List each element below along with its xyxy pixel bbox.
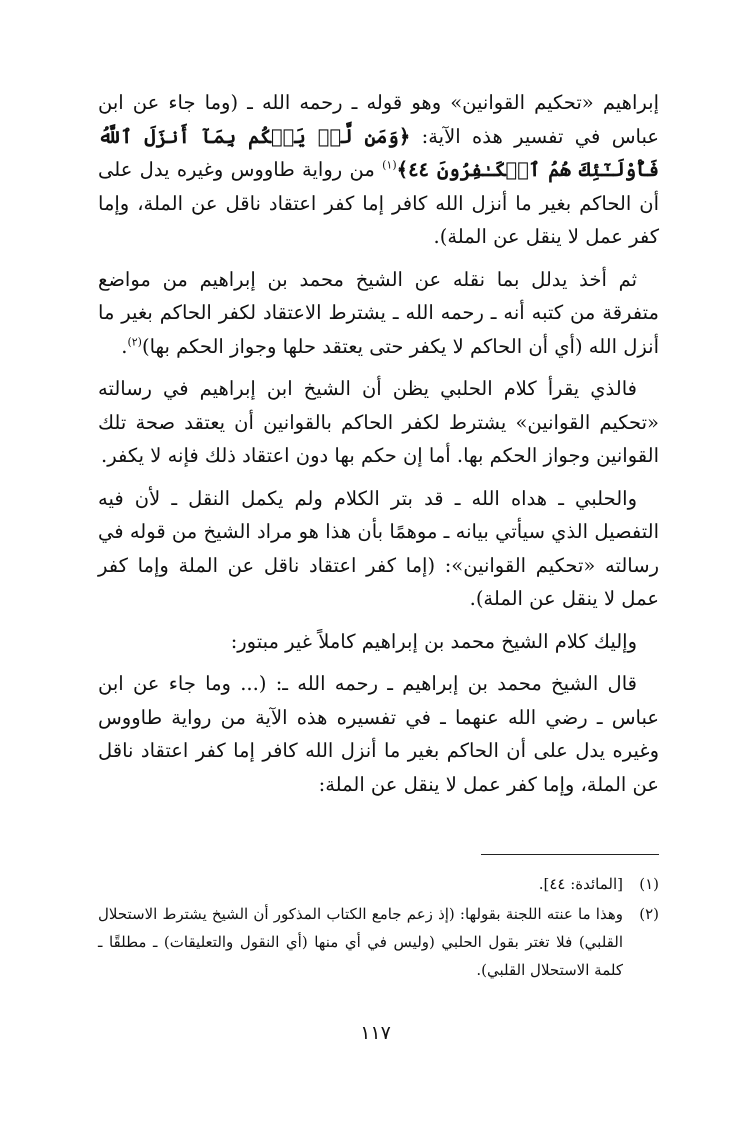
paragraph-1-continuation: من رواية طاووس وغيره يدل على أن الحاكم بغير ما أنزل الله كافر إما كفر اعتقاد ناقل عن الملة، وإما كفر عمل لا ينقل عن الملة). [98,158,659,248]
footnote-1-number: (١) [639,875,659,893]
paragraph-1-text: إبراهيم «تحكيم القوانين» وهو قوله ـ رحمه الله ـ (وما جاء عن ابن عباس في تفسير هذه الآية: [98,91,659,148]
body-text [98,86,659,810]
footnote-1-text: [المائدة: ٤٤]. [538,875,623,893]
footnotes [98,870,659,986]
footnote-ref-2: (٢) [127,335,142,348]
footnote-2-number: (٢) [639,905,659,923]
footnote-1 [98,870,659,898]
paragraph-1 [98,86,659,254]
footnote-2 [98,900,659,984]
paragraph-4: والحلبي ـ هداه الله ـ قد بتر الكلام ولم يكمل النقل ـ لأن فيه التفصيل الذي سيأتي بيانه ـ موهمًا بأن هذا هو مراد الشيخ من قوله في رسالته «تحكيم القوانين»: (إما كفر اعتقاد ناقل عن الملة وإما كفر عمل لا ينقل عن الملة). [98,486,659,610]
footnote-2-text: وهذا ما عنته اللجنة بقولها: (إذ زعم جامع الكتاب المذكور أن الشيخ يشترط الاستحلال القلبي) فلا تغتر بقول الحلبي (وليس في أي منها (أي النقول والتعليقات) ـ مطلقًا ـ كلمة الاستحلال القلبي). [98,905,623,979]
footnote-divider [481,854,659,855]
quran-verse: ﴿وَمَن لَّمۡ يَحۡكُم بِمَآ أَنزَلَ ٱللَّهُ فَأُوْلَـٰٓئِكَ هُمُ ٱلۡكَـٰفِرُونَ ٤٤﴾ [98,124,659,181]
paragraph-2 [98,263,659,364]
footnote-ref-1: (١) [382,158,397,172]
page-number: ١١٧ [360,1022,391,1044]
paragraph-2-tail: . [121,334,128,358]
paragraph-6: قال الشيخ محمد بن إبراهيم ـ رحمه الله ـ: (... وما جاء عن ابن عباس ـ رضي الله عنهما ـ في تفسيره هذه الآية من رواية طاووس وغيره يدل على أن الحاكم بغير ما أنزل الله كافر إما كفر اعتقاد ناقل عن الملة، وإما كفر عمل لا ينقل عن الملة: [98,672,659,796]
paragraph-2-text: ثم أخذ يدلل بما نقله عن الشيخ محمد بن إبراهيم من مواضع متفرقة من كتبه أنه ـ رحمه الله ـ يشترط الاعتقاد لكفر الحاكم بغير ما أنزل الله (أي أن الحاكم لا يكفر حتى يعتقد حلها وجواز الحكم بها) [98,267,659,358]
paragraph-5: وإليك كلام الشيخ محمد بن إبراهيم كاملاً غير مبتور: [230,629,637,653]
paragraph-3: فالذي يقرأ كلام الحلبي يظن أن الشيخ ابن إبراهيم في رسالته «تحكيم القوانين» يشترط لكفر الحاكم بالقوانين أن يعتقد صحة تلك القوانين وجواز الحكم بها. أما إن حكم بها دون اعتقاد ذلك فإنه لا يكفر. [98,377,659,467]
